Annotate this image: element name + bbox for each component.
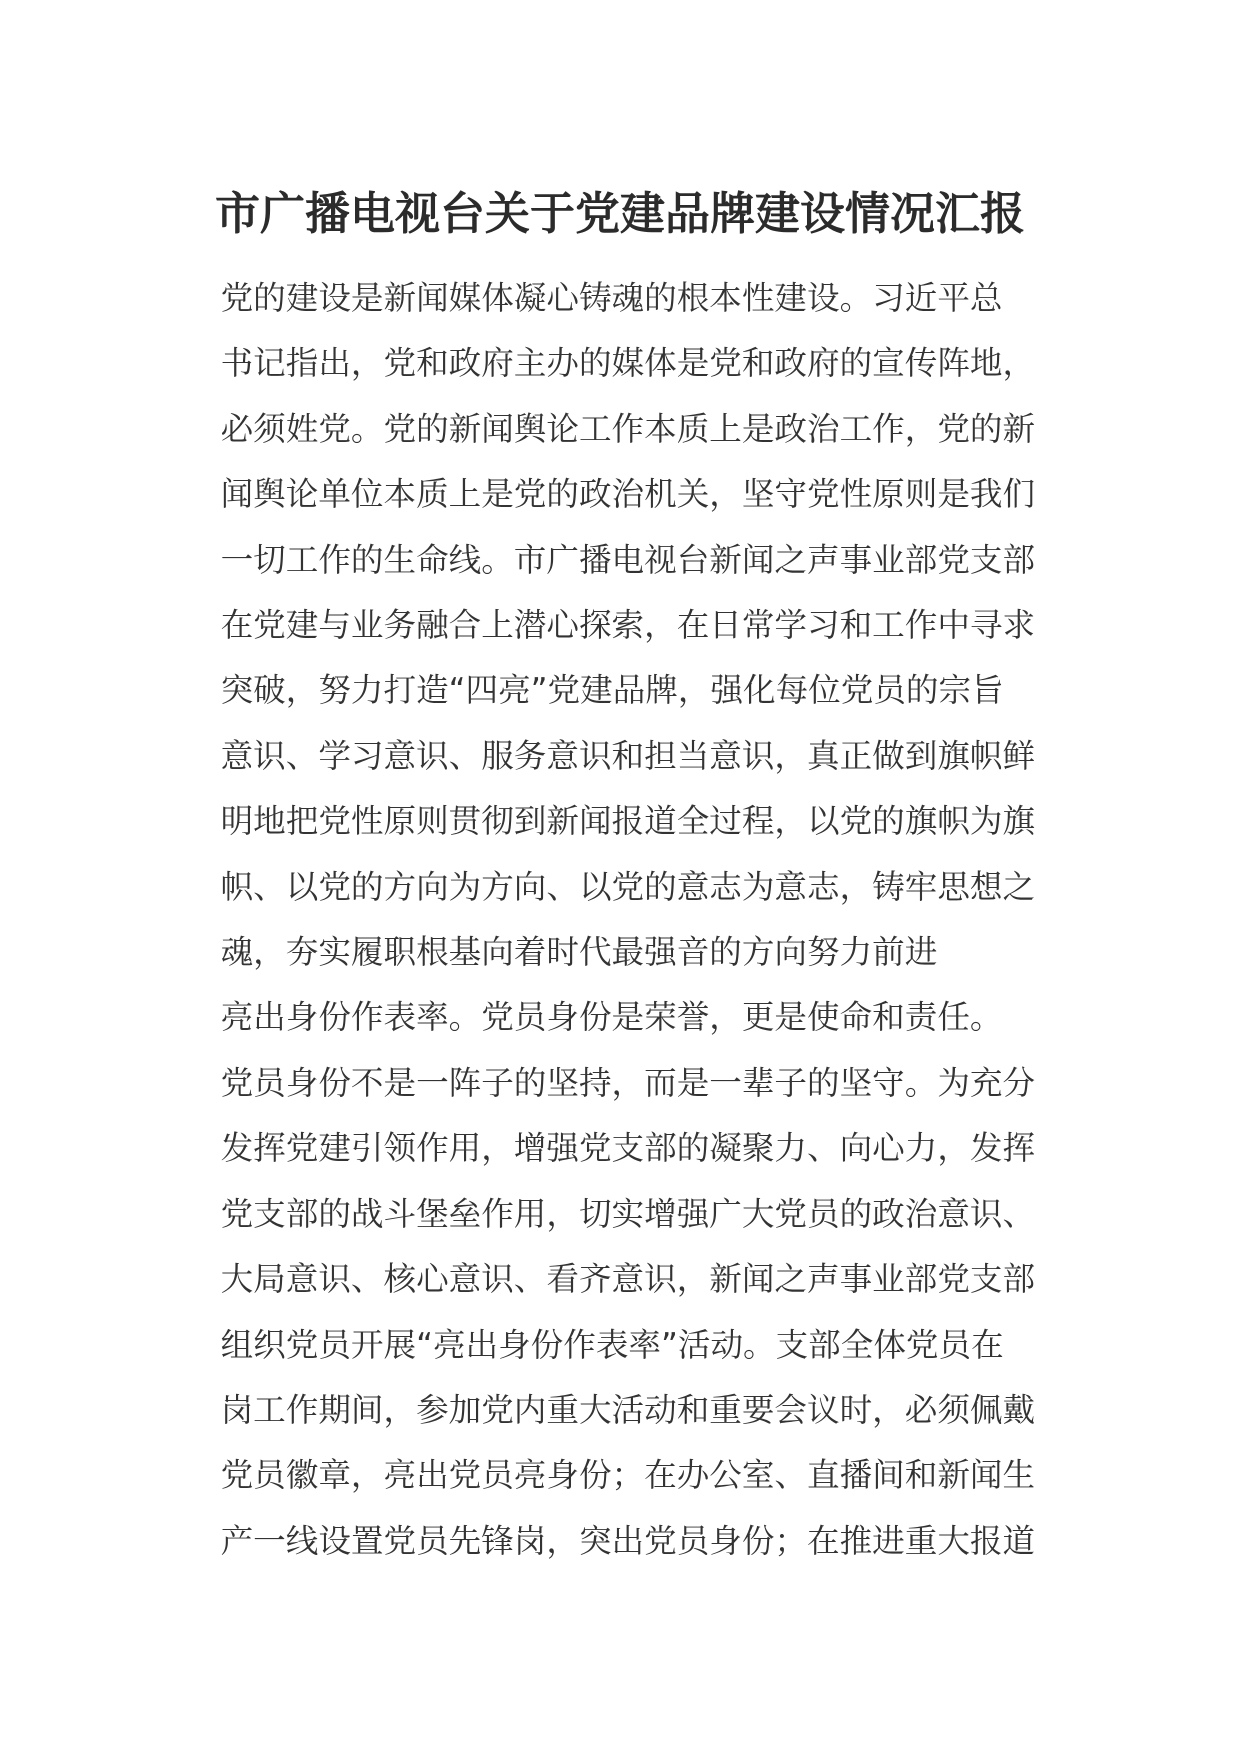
text-line: 一切工作的生命线。市广播电视台新闻之声事业部党支部 <box>220 540 1036 579</box>
text-line: 岗工作期间，参加党内重大活动和重要会议时，必须佩戴 <box>220 1390 1036 1429</box>
text-line: 党员身份不是一阵子的坚持，而是一辈子的坚守。为充分 <box>220 1063 1036 1102</box>
text-line: 发挥党建引领作用，增强党支部的凝聚力、向心力，发挥 <box>220 1129 1036 1168</box>
text-line: 突破，努力打造“四亮”党建品牌，强化每位党员的宗旨 <box>220 671 1004 710</box>
text-line: 党的建设是新闻媒体凝心铸魂的根本性建设。习近平总 <box>220 279 1003 317</box>
text-line: 在党建与业务融合上潜心探索，在日常学习和工作中寻求 <box>220 606 1036 645</box>
text-line: 明地把党性原则贯彻到新闻报道全过程，以党的旗帜为旗 <box>220 802 1036 841</box>
text-line: 组织党员开展“亮出身份作表率”活动。支部全体党员在 <box>220 1325 1004 1364</box>
text-line: 必须姓党。党的新闻舆论工作本质上是政治工作，党的新 <box>220 409 1036 448</box>
text-line: 亮出身份作表率。党员身份是荣誉，更是使命和责任。 <box>220 998 1003 1037</box>
text-line: 党员徽章，亮出党员亮身份；在办公室、直播间和新闻生 <box>220 1456 1036 1495</box>
text-line: 书记指出，党和政府主办的媒体是党和政府的宣传阵地， <box>220 344 1036 383</box>
text-line: 产一线设置党员先锋岗，突出党员身份；在推进重大报道 <box>220 1521 1036 1560</box>
paragraph-identity <box>188 985 1036 1574</box>
text-line: 闻舆论单位本质上是党的政治机关，坚守党性原则是我们 <box>220 475 1036 514</box>
text-line: 党支部的战斗堡垒作用，切实增强广大党员的政治意识、 <box>220 1194 1036 1233</box>
document-title: 市广播电视台关于党建品牌建设情况汇报 <box>214 187 1025 240</box>
text-line: 魂，夯实履职根基向着时代最强音的方向努力前进 <box>220 933 938 972</box>
text-line: 帜、以党的方向为方向、以党的意志为意志，铸牢思想之 <box>220 867 1036 906</box>
paragraph-intro <box>188 266 1036 985</box>
document-body <box>188 266 1036 1574</box>
text-line: 意识、学习意识、服务意识和担当意识，真正做到旗帜鲜 <box>220 736 1036 775</box>
text-line: 大局意识、核心意识、看齐意识，新闻之声事业部党支部 <box>220 1260 1036 1299</box>
